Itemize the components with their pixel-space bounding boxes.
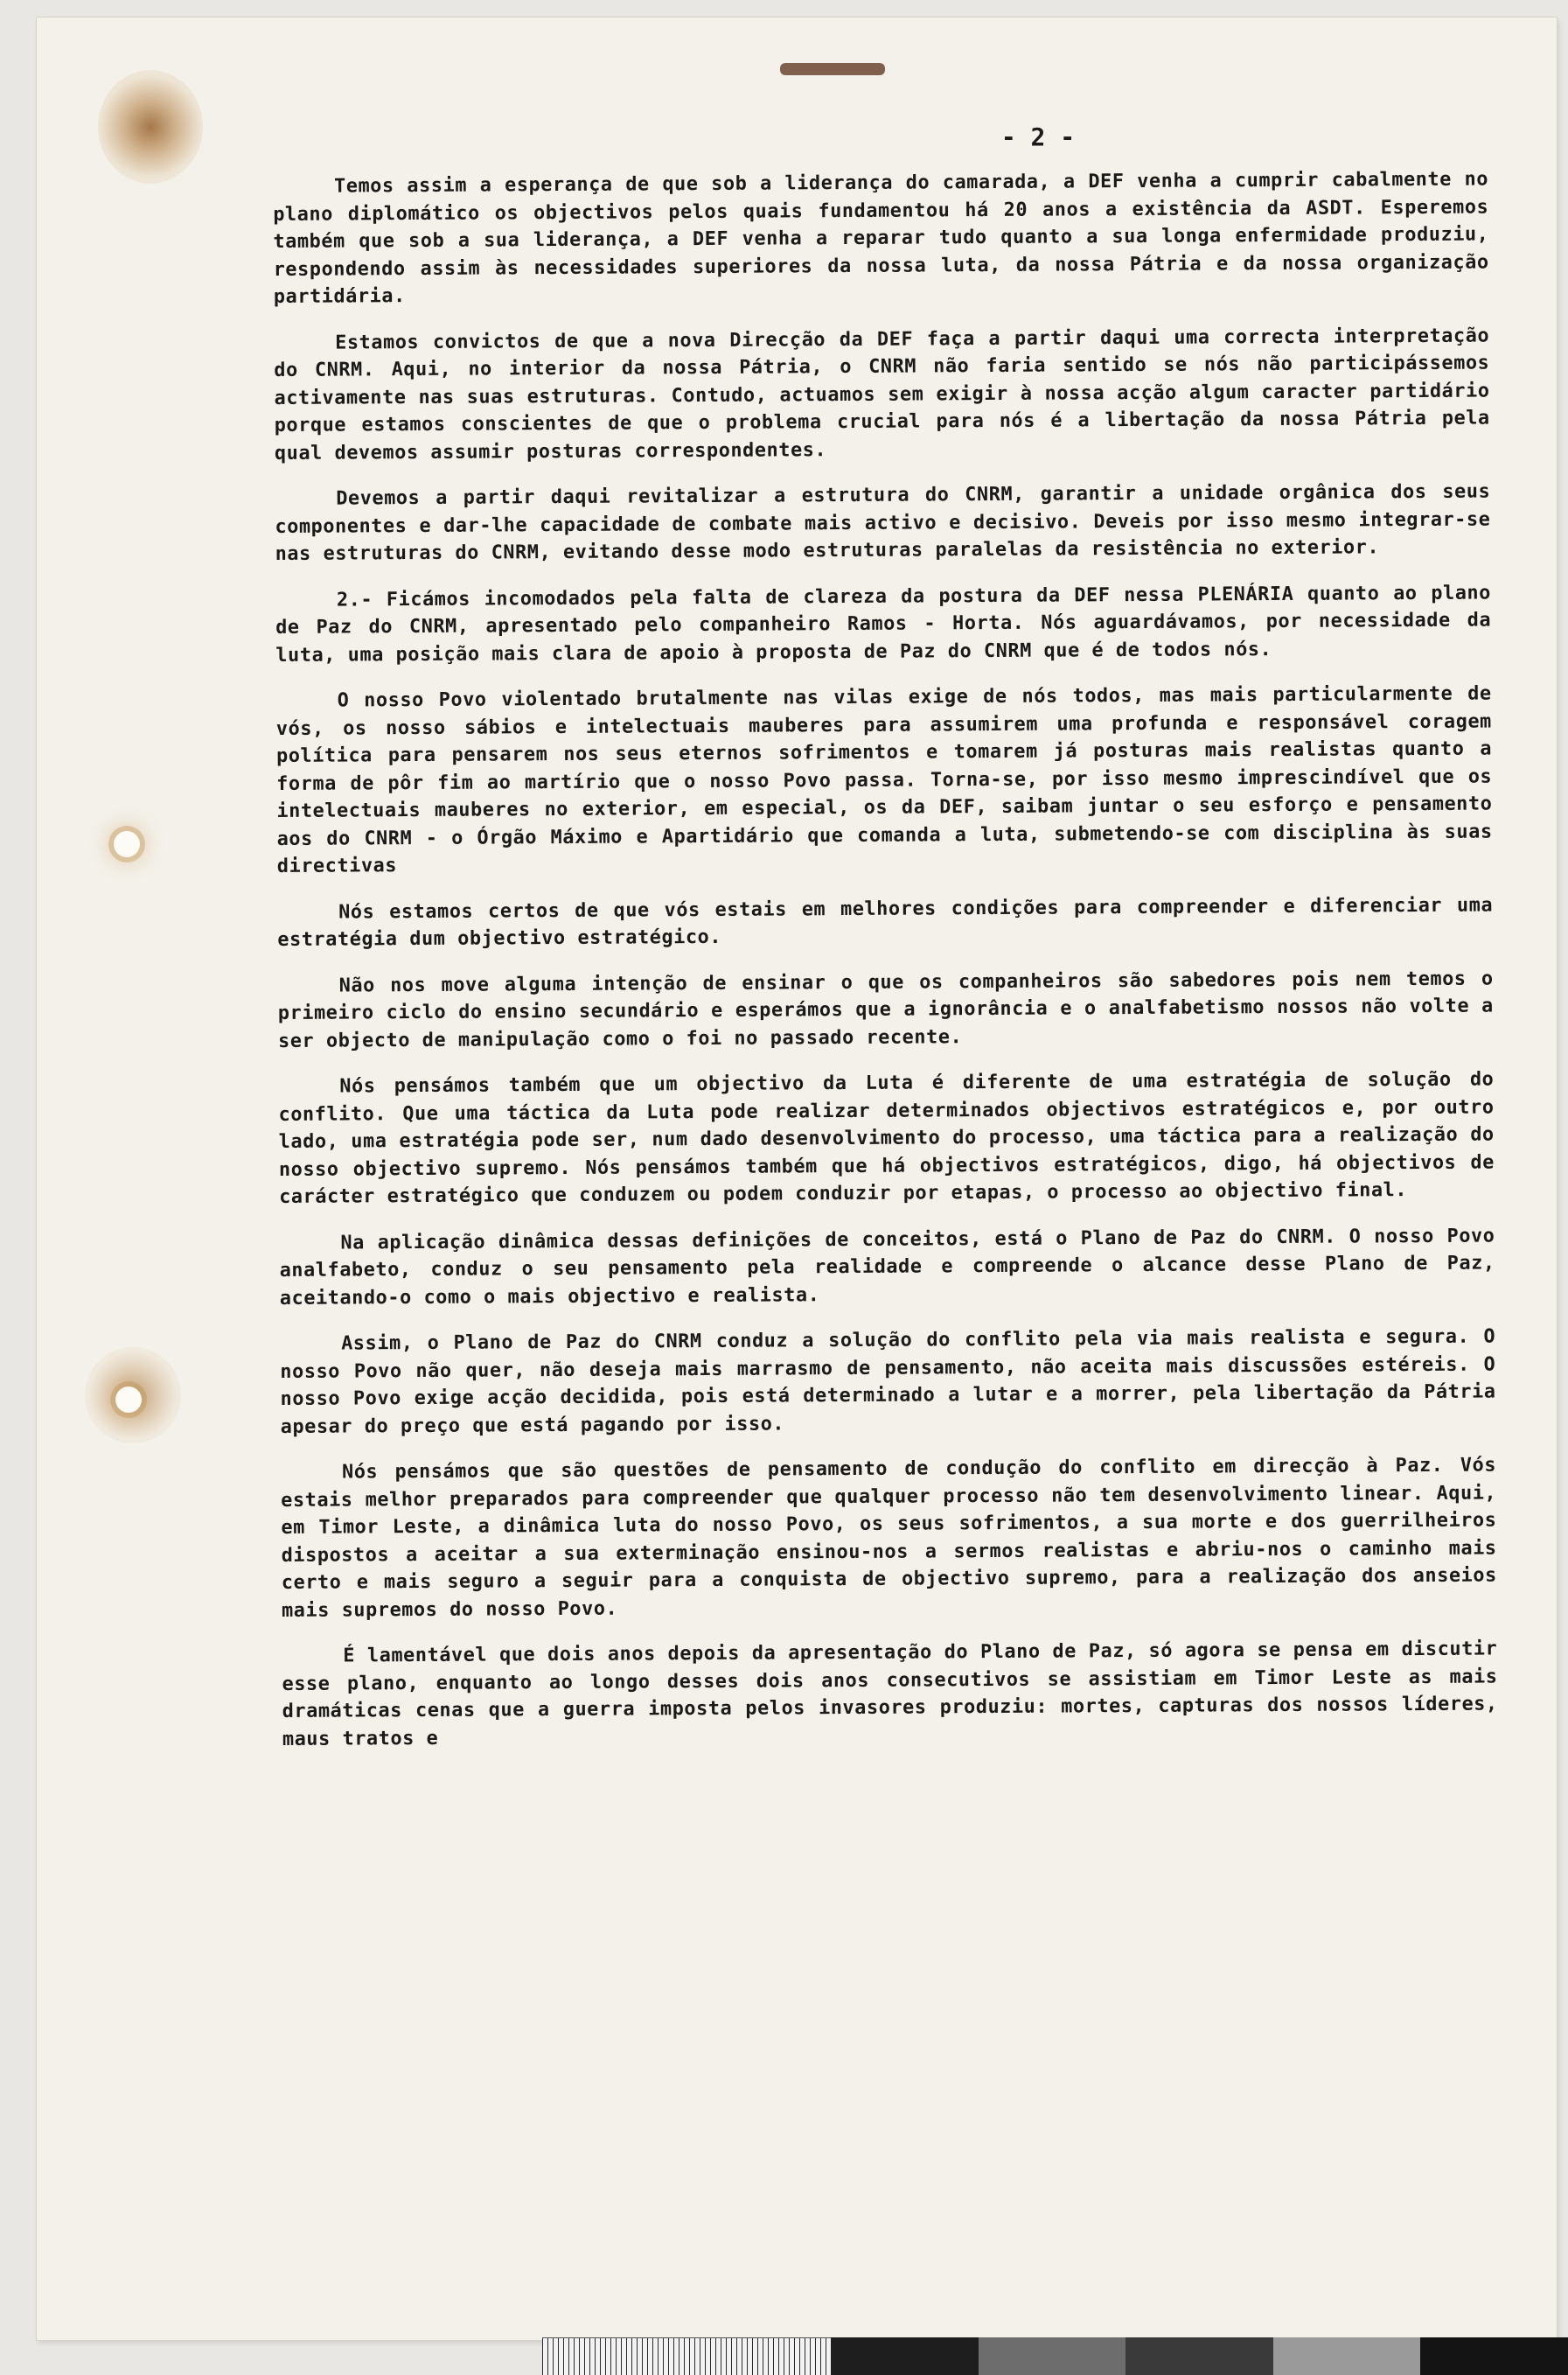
paragraph: 2.- Ficámos incomodados pela falta de clareza da postura da DEF nessa PLENÁRIA quanto ao plano de Paz do CNRM, apresentado pelo companheiro Ramos - Horta. Nós aguardávamos, por necessidade da luta, uma posição mais clara de apoio à proposta de Paz do CNRM que é de todos nós. bbox=[275, 582, 1492, 667]
header-staple-mark bbox=[780, 63, 885, 75]
scan-ruler bbox=[542, 2337, 831, 2375]
page-number: - 2 - bbox=[1000, 122, 1076, 151]
gray-swatch bbox=[1420, 2337, 1568, 2375]
rust-stain-top-left bbox=[98, 70, 203, 184]
paragraph: Nós estamos certos de que vós estais em melhores condições para compreender e diferenciar uma estratégia dum objectivo estratégico. bbox=[277, 893, 1494, 951]
paragraph: O nosso Povo violentado brutalmente nas vilas exige de nós todos, mas mais particularmente de vós, os nosso sábios e intelectuais mauberes para assumirem uma profunda e responsável coragem política para pensarem nos seus eternos sofrimentos e tomarem já posturas mais realistas quanto a forma de pôr fim ao martírio que o nosso Povo passa. Torna-se, por isso mesmo imprescindível que os intelectuais mauberes no exterior, em especial, os da DEF, saibam juntar o seu esforço e pensamento aos do CNRM - o Órgão Máximo e Apartidário que comanda a luta, submetendo-se com disciplina às suas directivas bbox=[275, 682, 1493, 877]
typed-letter-body bbox=[273, 166, 1498, 1771]
gray-swatch bbox=[831, 2337, 979, 2375]
paragraph: Estamos convictos de que a nova Direcção da DEF faça a partir daqui uma correcta interpretação do CNRM. Aqui, no interior da nossa Pátria, o CNRM não faria sentido se nós não participássemos activamente nas suas estruturas. Contudo, actuamos sem exigir à nossa acção algum caracter partidário porque estamos conscientes de que o problema crucial para nós é a libertação da nossa Pátria pela qual devemos assumir posturas correspondentes. bbox=[274, 325, 1490, 465]
paragraph: Não nos move alguma intenção de ensinar o que os companheiros são sabedores pois nem temos o primeiro ciclo do ensino secundário e esperámos que a ignorância e o analfabetismo nossos não volte a ser objecto de manipulação como o foi no passado recente. bbox=[277, 967, 1494, 1052]
gray-swatch bbox=[1125, 2337, 1273, 2375]
paragraph: Devemos a partir daqui revitalizar a estrutura do CNRM, garantir a unidade orgânica dos seus componentes e dar-lhe capacidade de combate mais activo e decisivo. Deveis por isso mesmo integrar-se nas estruturas do CNRM, evitando desse modo estruturas paralelas da resistência no exterior. bbox=[275, 480, 1491, 565]
paragraph: Assim, o Plano de Paz do CNRM conduz a solução do conflito pela via mais realista e segura. O nosso Povo não quer, não deseja mais marrasmo de pensamento, não aceita mais discussões estéreis. O nosso Povo exige acção decidida, pois está determinado a lutar e a morrer, pela libertação da Pátria apesar do preço que está pagando por isso. bbox=[280, 1325, 1496, 1438]
paragraph: Temos assim a esperança de que sob a liderança do camarada, a DEF venha a cumprir cabalmente no plano diplomático os objectivos pelos quais fundamentou há 20 anos a existência da ASDT. Esperemos também que sob a sua liderança, a DEF venha a reparar tudo quanto a sua longa enfermidade produziu, respondendo assim às necessidades superiores da nossa luta, da nossa Pátria e da nossa organização partidária. bbox=[273, 168, 1489, 308]
punch-hole-lower bbox=[115, 1387, 142, 1413]
paragraph: Nós pensámos também que um objectivo da Luta é diferente de uma estratégia de solução do conflito. Que uma táctica da Luta pode realizar determinados objectivos estratégicos e, por outro lado, uma estratégia pode ser, num dado desenvolvimento do processo, uma táctica para a realização do nosso objectivo supremo. Nós pensámos também que há objectivos estratégicos, digo, há objectivos de carácter estratégico que conduzem ou podem conduzir por etapas, o processo ao objectivo final. bbox=[278, 1068, 1495, 1208]
gray-swatch bbox=[979, 2337, 1126, 2375]
scan-calibration-strip bbox=[542, 2337, 1568, 2375]
paragraph: Nós pensámos que são questões de pensamento de condução do conflito em direcção à Paz. Vós estais melhor preparados para compreender que qualquer processo não tem desenvolvimento linear. Aqui, em Timor Leste, a dinâmica luta do nosso Povo, os seus sofrimentos, a sua morte e dos guerrilheiros dispostos a aceitar a sua exterminação ensinou-nos a sermos realistas e abriu-nos o caminho mais certo e mais seguro a seguir para a conquista de objectivo supremo, para a realização dos anseios mais supremos do nosso Povo. bbox=[281, 1454, 1497, 1622]
document-page bbox=[37, 17, 1557, 2340]
paragraph: É lamentável que dois anos depois da apresentação do Plano de Paz, só agora se pensa em discutir esse plano, enquanto ao longo desses dois anos consecutivos se assistiam em Timor Leste as mais dramáticas cenas que a guerra imposta pelos invasores produziu: mortes, capturas dos nossos líderes, maus tratos e bbox=[282, 1638, 1498, 1750]
gray-swatch bbox=[1273, 2337, 1421, 2375]
punch-hole-upper bbox=[114, 831, 140, 857]
paragraph: Na aplicação dinâmica dessas definições de conceitos, está o Plano de Paz do CNRM. O nosso Povo analfabeto, conduz o seu pensamento pela realidade e compreende o alcance desse Plano de Paz, aceitando-o como o mais objectivo e realista. bbox=[279, 1224, 1495, 1310]
